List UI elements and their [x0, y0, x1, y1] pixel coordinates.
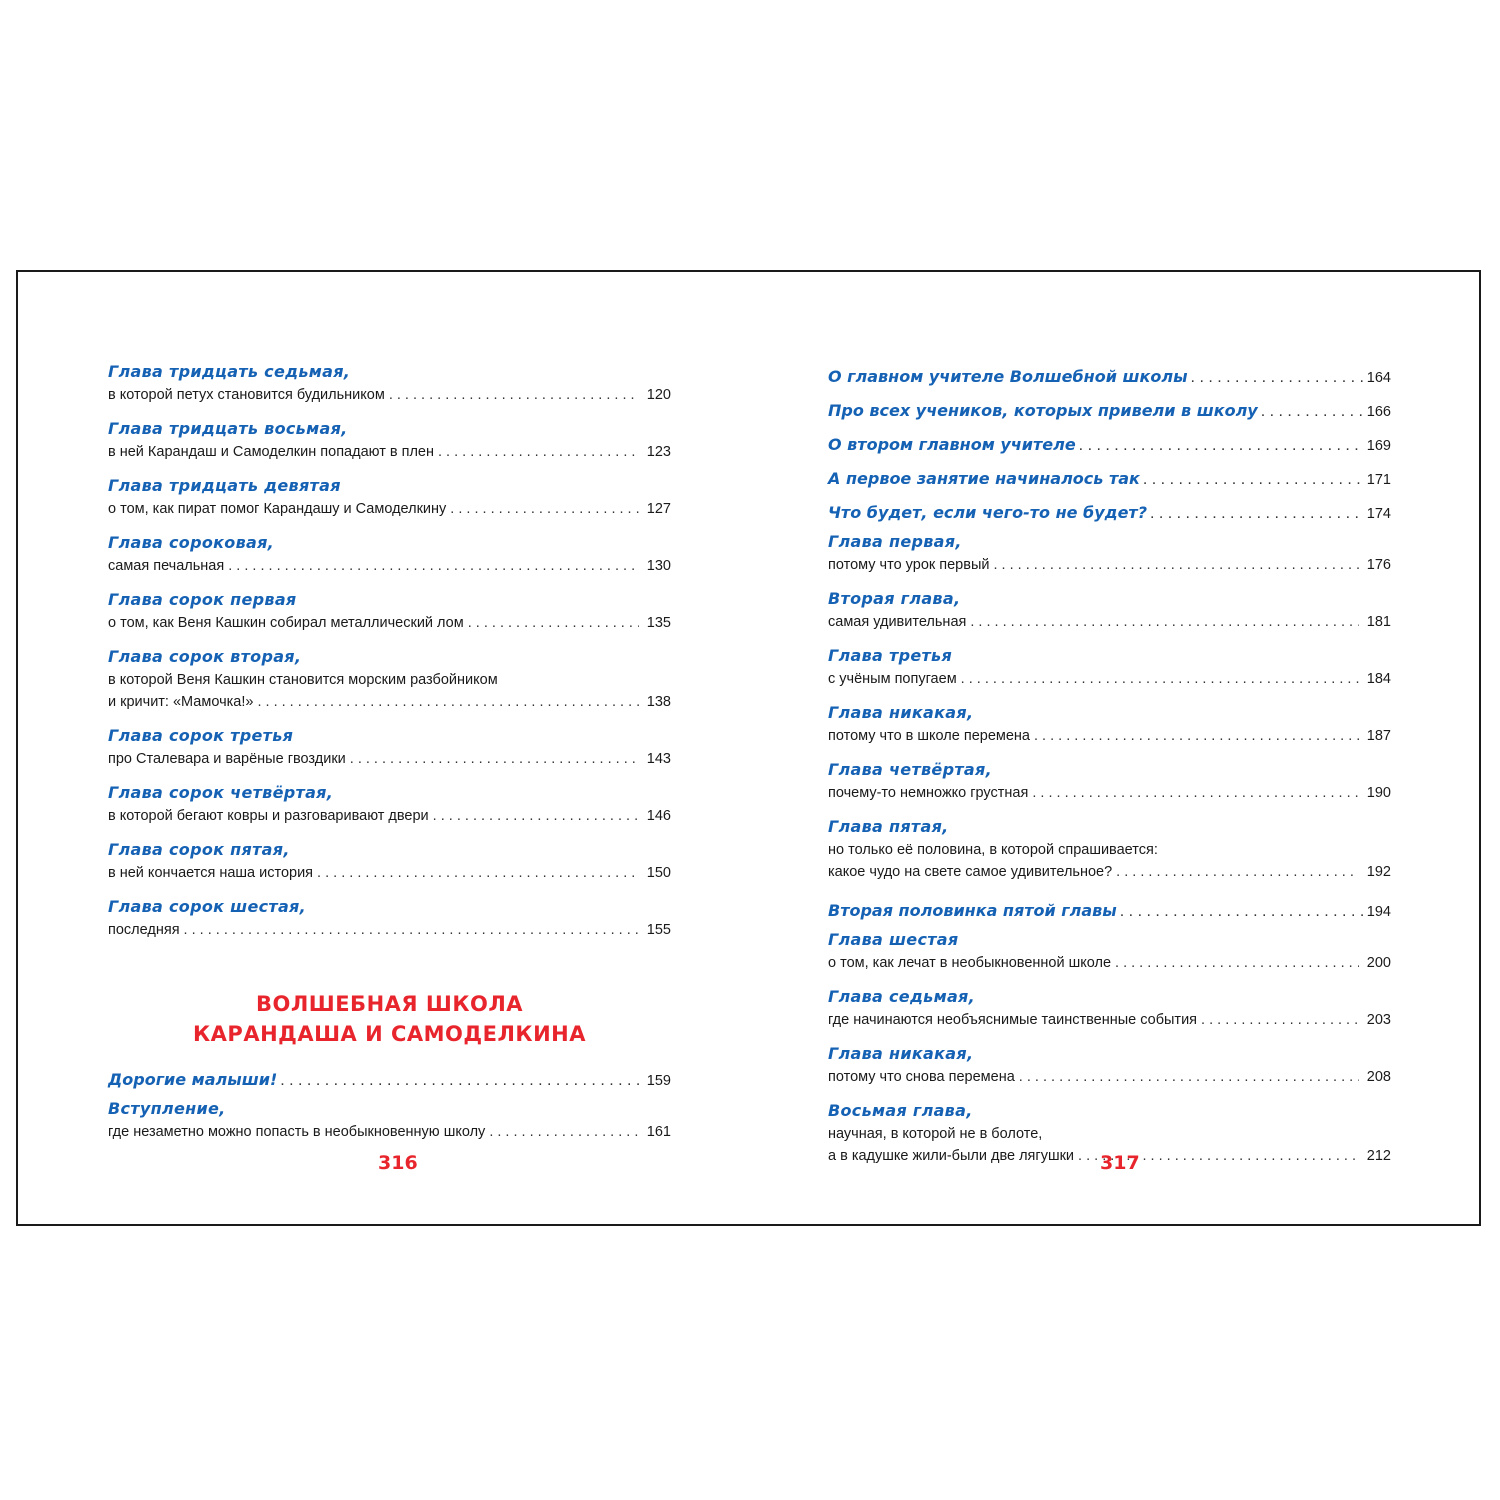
chapter-title: Глава тридцать девятая: [108, 476, 341, 495]
page-ref: 184: [1366, 671, 1391, 687]
leader-dots: [350, 748, 639, 770]
leader-dots: [1201, 1009, 1359, 1031]
page-ref: 150: [646, 865, 671, 881]
toc-entry[interactable]: [108, 724, 671, 770]
toc-entry[interactable]: [828, 758, 1391, 804]
chapter-title: Восьмая глава,: [828, 1101, 973, 1120]
page-ref: 212: [1366, 1148, 1391, 1164]
chapter-title: Глава третья: [828, 646, 953, 665]
chapter-subtitle-line: [108, 555, 671, 577]
chapter-subtitle: в которой петух становится будильником: [108, 387, 385, 403]
chapter-title: Глава первая,: [828, 532, 962, 551]
toc-title-line[interactable]: [828, 462, 1391, 496]
chapter-subtitle: потому что снова перемена: [828, 1069, 1015, 1085]
chapter-subtitle: но только её половина, в которой спрашивается:: [828, 842, 1158, 858]
page-ref: 143: [646, 751, 671, 767]
chapter-title: Глава сорок третья: [108, 726, 294, 745]
page-number-left: 316: [378, 1152, 418, 1174]
page-ref: 159: [646, 1073, 671, 1089]
book-spread: [16, 270, 1481, 1226]
leader-dots: [280, 1064, 644, 1098]
page-ref: 190: [1366, 785, 1391, 801]
chapter-subtitle: в ней Карандаш и Самоделкин попадают в плен: [108, 444, 434, 460]
chapter-title: Вступление,: [108, 1099, 226, 1118]
chapter-title: Глава шестая: [828, 930, 959, 949]
right-toc-list-a: [828, 530, 1391, 883]
chapter-subtitle: в ней кончается наша история: [108, 865, 314, 881]
leader-dots: [961, 668, 1359, 690]
chapter-subtitle: какое чудо на свете самое удивительное?: [828, 864, 1113, 880]
chapter-subtitle-line: [828, 861, 1391, 883]
chapter-subtitle: про Сталевара и варёные гвоздики: [108, 751, 346, 767]
leader-dots: [970, 611, 1359, 633]
toc-title-line[interactable]: [828, 394, 1391, 428]
page-ref: 138: [646, 694, 671, 710]
chapter-subtitle: потому что урок первый: [828, 557, 990, 573]
page-ref: 174: [1366, 506, 1391, 522]
toc-title-line[interactable]: [828, 894, 1391, 928]
page-ref: 176: [1366, 557, 1391, 573]
chapter-subtitle-line: [828, 1009, 1391, 1031]
page-ref: 120: [646, 387, 671, 403]
chapter-subtitle: потому что в школе перемена: [828, 728, 1030, 744]
chapter-title: Глава сорок вторая,: [108, 647, 302, 666]
leader-dots: [1143, 463, 1364, 497]
toc-entry[interactable]: [828, 530, 1391, 576]
toc-title-line[interactable]: [108, 1063, 671, 1097]
chapter-subtitle-line: [108, 669, 671, 691]
toc-entry[interactable]: [108, 645, 671, 713]
chapter-subtitle-line: [108, 805, 671, 827]
chapter-subtitle: о том, как Веня Кашкин собирал металлический лом: [108, 615, 464, 631]
section-heading: [108, 989, 671, 1049]
chapter-subtitle-line: [108, 691, 671, 713]
chapter-title: Глава сороковая,: [108, 533, 275, 552]
chapter-title: Вторая глава,: [828, 589, 961, 608]
leader-dots: [317, 862, 639, 884]
leader-dots: [1019, 1066, 1359, 1088]
chapter-title: Что будет, если чего-то не будет?: [828, 503, 1147, 522]
chapter-subtitle-line: [108, 1121, 671, 1143]
chapter-subtitle: последняя: [108, 922, 180, 938]
leader-dots: [257, 691, 639, 713]
leader-dots: [1034, 725, 1359, 747]
page-ref: 200: [1366, 955, 1391, 971]
leader-dots: [993, 554, 1359, 576]
page-ref: 164: [1366, 370, 1391, 386]
right-toc-list-b: [828, 928, 1391, 1167]
toc-entry[interactable]: [828, 1042, 1391, 1088]
section-heading-line1: ВОЛШЕБНАЯ ШКОЛА: [255, 992, 524, 1016]
chapter-subtitle-line: [828, 611, 1391, 633]
page-ref: 181: [1366, 614, 1391, 630]
leader-dots: [1032, 782, 1359, 804]
chapter-title: А первое занятие начиналось так: [828, 469, 1140, 488]
chapter-subtitle: почему-то немножко грустная: [828, 785, 1029, 801]
toc-entry[interactable]: [108, 531, 671, 577]
leader-dots: [1116, 861, 1359, 883]
chapter-title: Глава сорок пятая,: [108, 840, 290, 859]
chapter-title: Глава пятая,: [828, 817, 949, 836]
chapter-title: Вторая половинка пятой главы: [828, 901, 1117, 920]
chapter-subtitle: и кричит: «Мамочка!»: [108, 694, 254, 710]
chapter-subtitle: о том, как лечат в необыкновенной школе: [828, 955, 1112, 971]
chapter-subtitle: самая печальная: [108, 558, 225, 574]
chapter-subtitle-line: [828, 1066, 1391, 1088]
page-ref: 130: [646, 558, 671, 574]
leader-dots: [489, 1121, 639, 1143]
chapter-subtitle-line: [828, 554, 1391, 576]
chapter-subtitle-line: [108, 862, 671, 884]
right-page: [828, 360, 1391, 1178]
chapter-title: О главном учителе Волшебной школы: [828, 367, 1188, 386]
toc-entry[interactable]: [828, 985, 1391, 1031]
page-ref: 135: [646, 615, 671, 631]
toc-entry[interactable]: [108, 474, 671, 520]
section-toc-list: [108, 1063, 671, 1097]
toc-entry[interactable]: [828, 928, 1391, 974]
toc-entry[interactable]: [108, 588, 671, 634]
leader-dots: [1261, 395, 1364, 429]
chapter-title: Глава сорок первая: [108, 590, 297, 609]
leader-dots: [1150, 497, 1364, 531]
chapter-subtitle-line: [108, 919, 671, 941]
chapter-subtitle: научная, в которой не в болоте,: [828, 1126, 1043, 1142]
toc-entry[interactable]: [828, 587, 1391, 633]
page-ref: 146: [646, 808, 671, 824]
toc-entry[interactable]: [108, 360, 671, 406]
chapter-subtitle: где незаметно можно попасть в необыкновенную школу: [108, 1124, 486, 1140]
chapter-subtitle-line: [108, 498, 671, 520]
page-ref: 208: [1366, 1069, 1391, 1085]
chapter-subtitle-line: [828, 782, 1391, 804]
leader-dots: [468, 612, 639, 634]
left-page: [108, 360, 671, 1154]
page-ref: 166: [1366, 404, 1391, 420]
chapter-title: Глава тридцать седьмая,: [108, 362, 351, 381]
toc-entry[interactable]: [828, 701, 1391, 747]
intro-entry: [108, 1097, 671, 1143]
toc-entry[interactable]: [108, 895, 671, 941]
chapter-subtitle-line: [828, 1123, 1391, 1145]
chapter-title: Глава сорок четвёртая,: [108, 783, 334, 802]
chapter-title: Глава никакая,: [828, 1044, 974, 1063]
toc-entry[interactable]: [108, 1097, 671, 1143]
chapter-title: Глава никакая,: [828, 703, 974, 722]
leader-dots: [1120, 895, 1364, 929]
leader-dots: [389, 384, 639, 406]
chapter-subtitle-line: [108, 384, 671, 406]
leader-dots: [438, 441, 639, 463]
chapter-subtitle-line: [828, 725, 1391, 747]
chapter-title: Глава седьмая,: [828, 987, 976, 1006]
chapter-subtitle: о том, как пират помог Карандашу и Самоделкину: [108, 501, 447, 517]
chapter-title: Про всех учеников, которых привели в школу: [828, 401, 1258, 420]
chapter-title: Глава сорок шестая,: [108, 897, 307, 916]
toc-title-line[interactable]: [828, 428, 1391, 462]
page-ref: 194: [1366, 904, 1391, 920]
page-ref: 169: [1366, 438, 1391, 454]
toc-title-line[interactable]: [828, 360, 1391, 394]
leader-dots: [1115, 952, 1359, 974]
chapter-subtitle-line: [828, 839, 1391, 861]
right-mid-title: [828, 894, 1391, 928]
chapter-title: Дорогие малыши!: [108, 1070, 278, 1089]
page-ref: 187: [1366, 728, 1391, 744]
page-ref: 155: [646, 922, 671, 938]
chapter-subtitle-line: [828, 668, 1391, 690]
toc-entry[interactable]: [108, 838, 671, 884]
toc-entry[interactable]: [828, 644, 1391, 690]
leader-dots: [184, 919, 639, 941]
chapter-subtitle: а в кадушке жили-были две лягушки: [828, 1148, 1075, 1164]
left-toc-list: [108, 360, 671, 941]
toc-title-line[interactable]: [828, 496, 1391, 530]
chapter-title: О втором главном учителе: [828, 435, 1076, 454]
page-number-right: 317: [1100, 1152, 1140, 1174]
chapter-subtitle-line: [108, 612, 671, 634]
page-ref: 171: [1366, 472, 1391, 488]
chapter-subtitle: где начинаются необъяснимые таинственные события: [828, 1012, 1198, 1028]
right-title-list: [828, 360, 1391, 530]
leader-dots: [1191, 361, 1364, 395]
leader-dots: [450, 498, 639, 520]
chapter-subtitle: в которой Веня Кашкин становится морским разбойником: [108, 672, 498, 688]
page-ref: 192: [1366, 864, 1391, 880]
chapter-title: Глава тридцать восьмая,: [108, 419, 348, 438]
chapter-subtitle-line: [108, 441, 671, 463]
page-ref: 127: [646, 501, 671, 517]
chapter-subtitle: самая удивительная: [828, 614, 967, 630]
chapter-title: Глава четвёртая,: [828, 760, 992, 779]
chapter-subtitle: в которой бегают ковры и разговаривают двери: [108, 808, 429, 824]
section-heading-line2: КАРАНДАША И САМОДЕЛКИНА: [193, 1022, 586, 1046]
page-ref: 161: [646, 1124, 671, 1140]
chapter-subtitle-line: [108, 748, 671, 770]
toc-entry[interactable]: [108, 417, 671, 463]
page-ref: 203: [1366, 1012, 1391, 1028]
leader-dots: [228, 555, 639, 577]
chapter-subtitle: с учёным попугаем: [828, 671, 957, 687]
page-ref: 123: [646, 444, 671, 460]
chapter-subtitle-line: [828, 952, 1391, 974]
leader-dots: [1079, 429, 1364, 463]
toc-entry[interactable]: [828, 815, 1391, 883]
leader-dots: [433, 805, 639, 827]
toc-entry[interactable]: [108, 781, 671, 827]
